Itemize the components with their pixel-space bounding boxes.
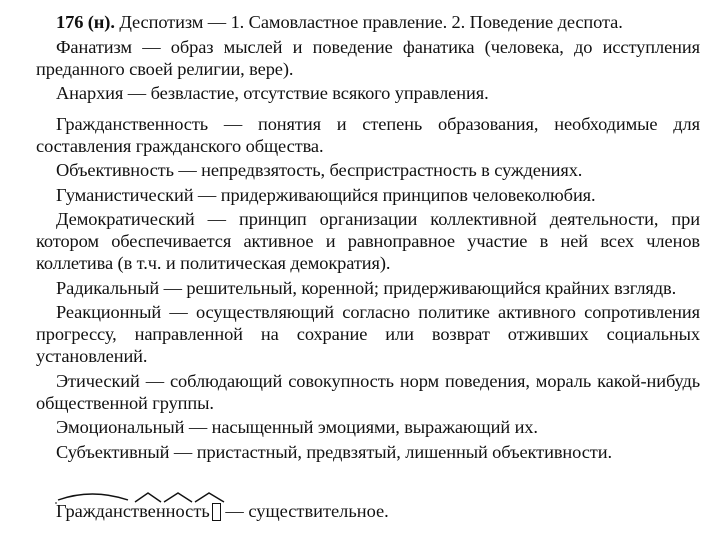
paragraph-text: Деспотизм — 1. Самовластное правление. 2. Поведение деспота. [119,12,623,32]
morpheme-word [56,500,221,522]
morpheme-analysis [56,500,389,522]
paragraph-objectivity: Объективность — непредвзятость, беспристрастность в суждениях. [56,160,583,180]
paragraph-citizenship: Гражданственность — понятия и степень образования, необходимые для составления гражданского общества. [36,113,700,156]
paragraph-despotism [36,11,700,33]
morpheme-part-of-speech: — существительное. [220,501,389,521]
paragraph-emotional: Эмоциональный — насыщенный эмоциями, выражающий их. [56,417,538,437]
morpheme-marks-icon [56,490,246,504]
paragraph-fanatism: Фанатизм — образ мыслей и поведение фанатика (человека, до исступления преданного своей религии, вере). [36,36,700,79]
paragraph-anarchy: Анархия — безвластие, отсутствие всякого управления. [56,83,489,103]
morpheme-word-text: Гражданственность [56,501,210,521]
paragraph-ethical: Этический — соблюдающий совокупность норм поведения, мораль какой-нибудь общественной группы. [36,370,700,413]
paragraph-democratic: Демократический — принцип организации коллективной деятельности, при котором обеспечивается активное и равноправное участие в ней всех членов коллетива (в т.ч. и политическая демократия). [36,209,700,273]
zero-ending-box [212,503,221,521]
paragraph-humanistic: Гуманистический — придерживающийся принципов человеколюбия. [56,184,596,205]
exercise-number: 176 (н). [56,12,115,32]
paragraph-reactionary: Реакционный — осуществляющий согласно политике активного сопротивления прогрессу, направленной на сохрание или возврат отживших социальных установлений. [36,302,700,366]
paragraph-radical: Радикальный — решительный, коренной; придерживающийся крайних взглядв. [56,277,677,298]
paragraph-subjective: Субъективный — пристастный, предвзятый, лишенный объективности. [56,441,612,462]
